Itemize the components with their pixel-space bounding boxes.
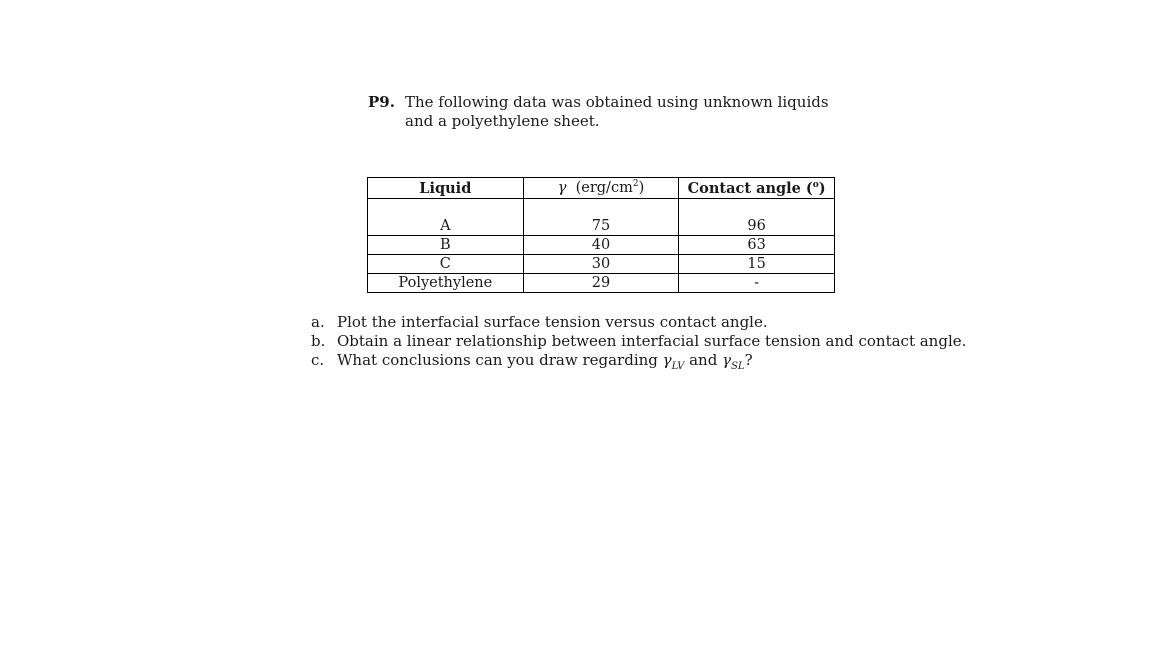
list-item: [311, 332, 966, 351]
table-row: [368, 199, 835, 236]
degree-symbol: o: [812, 179, 819, 190]
cell-gamma: 30: [523, 255, 679, 274]
cell-liquid: B: [368, 236, 524, 255]
question-text: Plot the interfacial surface tension versus contact angle.: [337, 313, 768, 331]
contact-angle-close: ): [818, 179, 826, 197]
gamma-unit-exponent: 2: [632, 178, 639, 189]
header-gamma: [523, 178, 679, 199]
list-item: [311, 313, 966, 332]
cell-liquid: C: [368, 255, 524, 274]
question-text: What conclusions can you draw regarding: [337, 351, 658, 369]
gamma-symbol: γ: [722, 351, 732, 369]
gamma-symbol: γ: [662, 351, 672, 369]
contact-angle-label: Contact angle (: [687, 179, 813, 197]
question-text: Obtain a linear relationship between interfacial surface tension and contact angle.: [337, 332, 967, 350]
cell-angle: -: [679, 274, 835, 293]
subscript-lv: LV: [671, 361, 685, 372]
problem-number: P9.: [368, 93, 395, 111]
question-marker: a.: [311, 313, 325, 331]
cell-gamma: 29: [523, 274, 679, 293]
cell-gamma: 75: [523, 199, 679, 236]
question-list: [311, 313, 966, 376]
table-row: [368, 255, 835, 274]
gamma-symbol: γ: [557, 179, 567, 196]
joiner-text: and: [689, 351, 718, 369]
table-row: [368, 274, 835, 293]
subscript-sl: SL: [731, 361, 745, 372]
table-row: [368, 236, 835, 255]
gamma-lv: [662, 351, 685, 372]
gamma-unit-close: ): [638, 179, 645, 196]
problem-statement: The following data was obtained using unknown liquids and a polyethylene sheet.: [405, 93, 829, 130]
cell-liquid: A: [368, 199, 524, 236]
gamma-unit: (erg/cm: [575, 179, 633, 196]
table-header-row: [368, 178, 835, 199]
cell-angle: 15: [679, 255, 835, 274]
problem-block: [368, 93, 888, 131]
header-liquid: Liquid: [368, 178, 524, 199]
cell-gamma: 40: [523, 236, 679, 255]
list-item: [311, 351, 966, 376]
header-contact-angle: [679, 178, 835, 199]
cell-angle: 96: [679, 199, 835, 236]
question-marker: b.: [311, 332, 326, 350]
cell-angle: 63: [679, 236, 835, 255]
gamma-sl: [722, 351, 745, 372]
cell-liquid: Polyethylene: [368, 274, 524, 293]
question-mark: ?: [744, 351, 753, 369]
data-table: [367, 177, 835, 293]
question-marker: c.: [311, 351, 325, 369]
